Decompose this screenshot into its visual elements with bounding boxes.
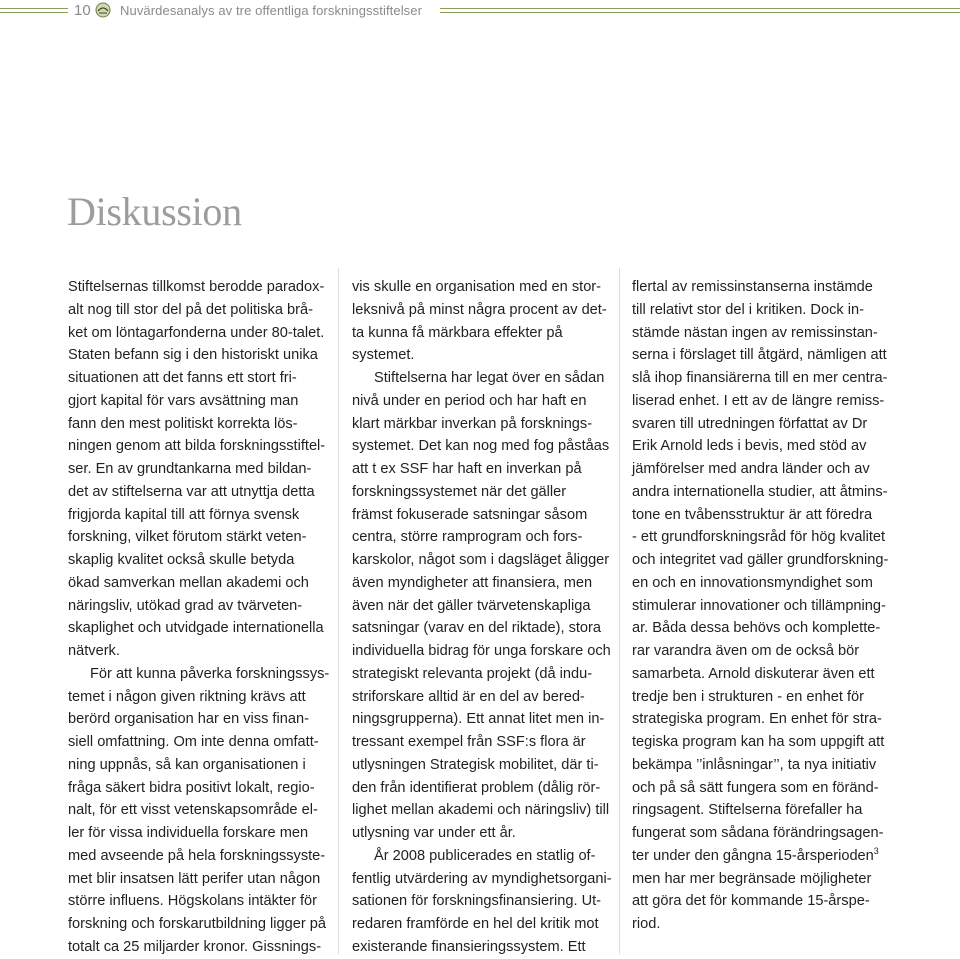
text-line: stimulerar innovationer och tillämpning- — [632, 597, 886, 614]
paragraph — [68, 276, 343, 663]
page-number: 10 — [74, 2, 91, 19]
text-line: större influens. Högskolans intäkter för — [68, 893, 318, 910]
text-line: bekämpa ’’inlåsningar’’, ta nya initiativ — [632, 756, 877, 773]
text-line: ter under den gångna 15-årsperioden — [632, 847, 874, 864]
text-line: ler för vissa individuella forskare men — [68, 825, 309, 841]
foundation-logo-icon — [95, 2, 111, 18]
text-line: den från identifierat problem (dålig rör- — [352, 779, 601, 796]
page-header — [0, 0, 960, 24]
text-line: centra, större ramprogram och fors- — [352, 529, 583, 546]
text-line: tegiska program kan ha som uppgift att — [632, 734, 885, 750]
text-line: främst fokuserade satsningar såsom — [352, 506, 588, 523]
text-line: För att kunna påverka forskningssys- — [90, 665, 330, 682]
text-line: tredje ben i strukturen - en enhet för — [632, 688, 865, 705]
text-line: rar varandra även om de också bör — [632, 643, 860, 659]
text-line: liserad enhet. I ett av de längre remiss- — [632, 392, 885, 409]
text-line: ning uppnås, så kan organisationen i — [68, 756, 306, 773]
text-line: även myndigheter att finansiera, men — [352, 574, 593, 591]
text-line: jämförelser med andra länder och av — [632, 461, 870, 477]
text-line: skaplighet och utvidgade internationella — [68, 620, 324, 637]
header-rule-right — [440, 8, 960, 13]
text-line: leksnivå på minst några procent av det- — [352, 301, 607, 318]
header-rule-left — [0, 8, 68, 13]
text-line: karskolor, något som i dagsläget åligger — [352, 552, 610, 568]
text-line: siell omfattning. Om inte denna omfatt- — [68, 734, 319, 750]
text-line: berörd organisation har en viss finan- — [68, 711, 309, 728]
text-line: andra internationella studier, att åtmins- — [632, 483, 888, 500]
text-line: näringsliv, utökad grad av tvärveten- — [68, 597, 303, 614]
paragraph — [632, 276, 907, 936]
text-line: det av stiftelserna var att utnyttja detta — [68, 483, 315, 500]
text-line: ökad samverkan mellan akademi och — [68, 574, 309, 591]
text-line: att göra det för kommande 15-årspe- — [632, 893, 870, 910]
text-line: utlysning var under ett år. — [352, 825, 516, 841]
text-line: gjort kapital för vars avsättning man — [68, 392, 299, 409]
text-line: redaren framförde en hel del kritik mot — [352, 916, 599, 932]
text-line: till relativt stor del i kritiken. Dock in- — [632, 301, 864, 318]
text-line: nalt, för ett visst vetenskapsområde el- — [68, 802, 318, 819]
text-line: flertal av remissinstanserna instämde — [632, 279, 873, 295]
text-line: individuella bidrag för unga forskare och — [352, 643, 611, 659]
text-line: ningsgrupperna). Ett annat litet men in- — [352, 711, 605, 728]
text-line: och integritet vad gäller grundforskning- — [632, 552, 889, 568]
text-line: sationen för forskningsfinansiering. Ut- — [352, 893, 602, 910]
text-line: med avseende på hela forskningssyste- — [68, 847, 326, 864]
text-line: Stiftelserna har legat över en sådan — [374, 370, 605, 386]
text-line: fråga säkert bidra positivt lokalt, regio- — [68, 779, 315, 796]
text-column-2 — [352, 276, 627, 959]
text-column-3 — [632, 276, 907, 936]
text-line: en och en innovationsmyndighet som — [632, 574, 873, 591]
text-line: met blir insatsen lätt perifer utan någon — [68, 870, 321, 887]
text-line: nivå under en period och har haft en — [352, 392, 587, 409]
text-line: temet i någon given riktning krävs att — [68, 688, 306, 705]
section-heading: Diskussion — [67, 189, 242, 234]
running-title: Nuvärdesanalys av tre offentliga forskningsstiftelser — [120, 3, 423, 18]
text-line: svaren till utredningen författat av Dr — [632, 415, 868, 432]
text-line: ket om löntagarfonderna under 80-talet. — [68, 324, 325, 341]
text-line: att t ex SSF har haft en inverkan på — [352, 461, 582, 477]
text-line: alt nog till stor del på det politiska brå- — [68, 301, 313, 318]
text-line: systemet. Det kan nog med fog påståas — [352, 438, 610, 455]
text-line: forskning, vilket förutom stärkt veten- — [68, 529, 307, 546]
text-line: fentlig utvärdering av myndighetsorgani- — [352, 870, 612, 887]
text-line: riod. — [632, 916, 661, 932]
text-line: och på så sätt fungera som en föränd- — [632, 779, 879, 796]
text-line: stämde nästan ingen av remissinstan- — [632, 324, 878, 341]
text-column-1 — [68, 276, 343, 959]
text-line: totalt ca 25 miljarder kronor. Gissnings- — [68, 938, 322, 955]
text-line: slå ihop finansiärerna till en mer centra- — [632, 370, 888, 386]
text-line: nätverk. — [68, 643, 120, 659]
text-line: Erik Arnold leds i bevis, med stöd av — [632, 438, 867, 455]
text-line: År 2008 publicerades en statlig of- — [374, 847, 596, 864]
text-line: ser. En av grundtankarna med bildan- — [68, 461, 312, 477]
paragraph — [352, 845, 627, 959]
text-line: - ett grundforskningsråd för hög kvalitet — [632, 529, 886, 546]
text-line: ta kunna få märkbara effekter på — [352, 324, 563, 341]
text-line: samarbeta. Arnold diskuterar även ett — [632, 665, 875, 682]
text-line: ningen genom att bilda forskningsstiftel- — [68, 438, 326, 455]
text-line: situationen att det fanns ett stort fri- — [68, 370, 297, 386]
text-line: klart märkbar inverkan på forsknings- — [352, 415, 593, 432]
text-line: forskningssystemet när det gäller — [352, 483, 567, 500]
footnote-ref: 3 — [873, 845, 879, 856]
text-line: tone en tvåbensstruktur är att föredra — [632, 506, 873, 523]
text-line: vis skulle en organisation med en stor- — [352, 279, 602, 295]
paragraph — [352, 367, 627, 845]
text-line: utlysningen Strategisk mobilitet, där ti- — [352, 756, 599, 773]
text-line: frigjorda kapital till att förnya svensk — [68, 506, 300, 523]
text-line: ar. Båda dessa behövs och komplette- — [632, 620, 881, 637]
paragraph — [68, 663, 343, 959]
text-line: forskning och forskarutbildning ligger på — [68, 916, 326, 932]
text-line: även när det gäller tvärvetenskapliga — [352, 597, 591, 614]
paragraph — [352, 276, 627, 367]
text-line: lighet mellan akademi och näringsliv) till — [352, 802, 610, 819]
text-line: fann den mest politiskt korrekta lös- — [68, 415, 298, 432]
text-line: skaplig kvalitet också skulle betyda — [68, 552, 295, 568]
text-line: satsningar (varav en del riktade), stora — [352, 620, 602, 637]
text-line: ringsagent. Stiftelserna förefaller ha — [632, 802, 863, 819]
text-line: Stiftelsernas tillkomst berodde paradox- — [68, 279, 325, 295]
text-line: strategiskt relevanta projekt (då indu- — [352, 665, 593, 682]
text-line: fungerat som sådana förändringsagen- — [632, 825, 884, 841]
text-line: systemet. — [352, 347, 415, 364]
text-line: Staten befann sig i den historiskt unika — [68, 347, 318, 364]
text-line: men har mer begränsade möjligheter — [632, 870, 872, 887]
text-line: existerande finansieringssystem. Ett — [352, 938, 586, 955]
text-line: striforskare alltid är en del av bered- — [352, 688, 585, 705]
text-line: tressant exempel från SSF:s flora är — [352, 734, 586, 750]
text-line: strategiska program. En enhet för stra- — [632, 711, 882, 728]
text-line: serna i förslaget till åtgärd, nämligen att — [632, 347, 887, 364]
